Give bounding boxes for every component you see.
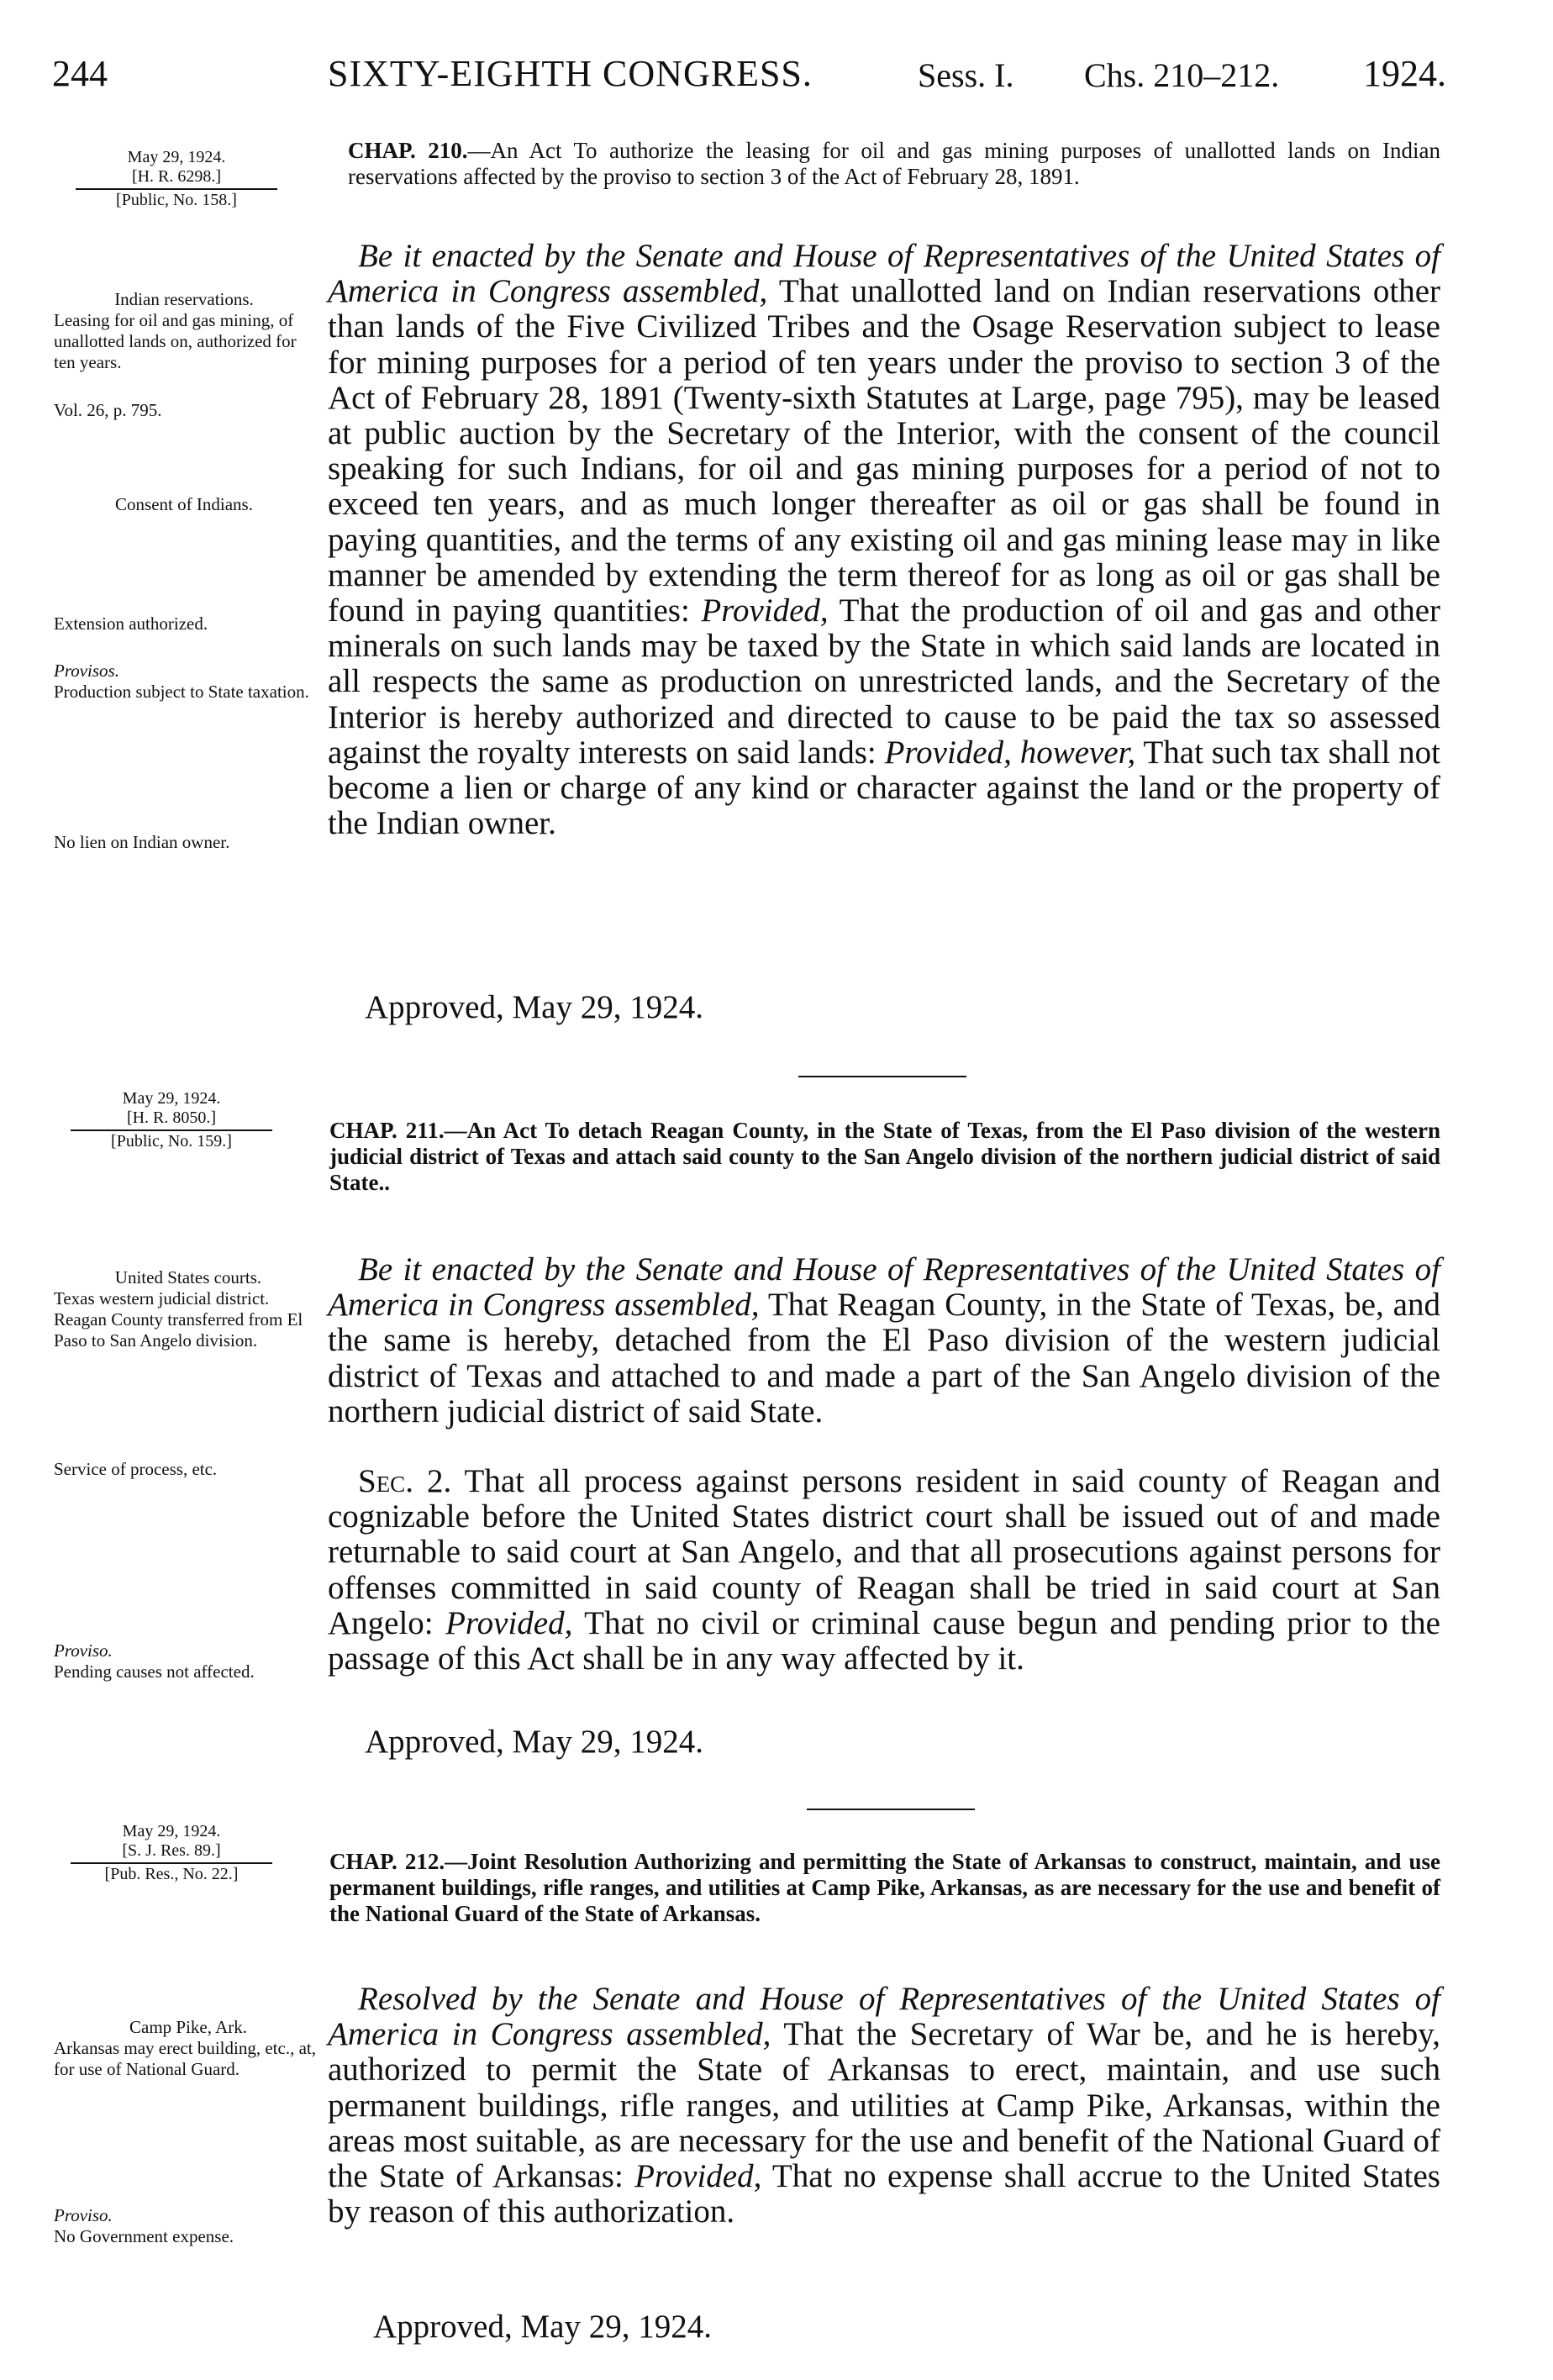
sidenote <box>54 613 314 634</box>
section-label: Sec. 2. <box>358 1463 452 1499</box>
sidenote-text: Vol. 26, p. 795. <box>54 400 162 420</box>
chapter-title: —An Act To authorize the leasing for oil and gas mining purposes of unallotted lands on Indian reservations affected by the proviso to section 3 of the Act of February 28, 1891. <box>348 138 1440 189</box>
public-law-number: [Public, No. 159.] <box>111 1132 232 1151</box>
chap-212-body <box>328 1982 1440 2230</box>
sidenote <box>54 2017 323 2080</box>
chapter-separator <box>807 1809 975 1810</box>
sidenote-text: Reagan County transferred from El Paso to San Angelo division. <box>54 1309 303 1351</box>
sidenote-text: Extension authorized. <box>54 613 208 634</box>
sidenote <box>54 2205 323 2247</box>
sidenote <box>54 1459 323 1480</box>
chapter-title: —Joint Resolution Authorizing and permitting the State of Arkansas to construct, maintain, and use permanent buildings, rifle ranges, and utilities at Camp Pike, Arkansas, as are necessary for the use and benefit of the National Guard of the State of Arkansas. <box>329 1849 1440 1926</box>
sidenote-text: Service of process, etc. <box>54 1459 218 1479</box>
body-text: That the production of oil and gas and other minerals on such lands may be taxed by the State in which said lands are located in all respects the same as production on unrestricted lands, and the Secretary of the Interior is hereby authorized and directed to cause to be paid the tax so assessed against the royalty interests on said lands: <box>328 592 1440 771</box>
enactment-date: May 29, 1924. <box>122 1089 221 1108</box>
sidenote-text: Arkansas may erect building, etc., at, for use of National Guard. <box>54 2038 316 2079</box>
body-text: That unallotted land on Indian reservations other than lands of the Five Civilized Tribes and the Osage Reservation subject to lease for mining purposes for a period of ten years under the proviso to section 3 of the Act of February 28, 1891 (Twenty-sixth Statutes at Large, page 795), may be leased at public auction by the Secretary of the Interior, with the consent of the council speaking for such Indians, for oil and gas mining purposes for a period of not to exceed ten years, and as much longer thereafter as oil or gas shall be found in paying quantities, and the terms of any existing oil and gas mining lease may in like manner be amended by extending the term thereof for as long as oil or gas shall be found in paying quantities: <box>328 273 1440 629</box>
chap-211-heading <box>329 1118 1440 1196</box>
chap-211-sec2 <box>328 1464 1440 1677</box>
enacting-clause: Be it enacted by the Senate and House of Representatives of the United States of America in Congress assembled, <box>328 1251 1440 1324</box>
public-law-number: [Pub. Res., No. 22.] <box>104 1865 239 1883</box>
sidenote-text: Consent of Indians. <box>115 494 253 514</box>
public-law-number: [Public, No. 158.] <box>116 191 237 209</box>
running-header <box>52 52 1447 103</box>
congress-title: SIXTY-EIGHTH CONGRESS. <box>328 53 813 94</box>
chapter-label: CHAP. 210. <box>348 138 468 163</box>
chapter-label: CHAP. 212. <box>329 1849 445 1874</box>
proviso: Provided, however, <box>884 734 1136 771</box>
session-label: Sess. I. <box>918 56 1014 94</box>
body-text: That Reagan County, in the State of Texas, be, and the same is hereby, detached from the El Paso division of the western judicial district of Texas and attached to and made a part of the San Angelo division of the northern judicial district of said State. <box>328 1287 1440 1430</box>
chap-212-heading <box>329 1849 1440 1927</box>
approval-line: Approved, May 29, 1924. <box>373 2309 712 2345</box>
page-number: 244 <box>52 53 108 94</box>
sidenote-text: Production subject to State taxation. <box>54 682 309 702</box>
sidenote <box>54 661 314 703</box>
margin-rule <box>71 1129 272 1131</box>
chapter-separator <box>798 1076 966 1077</box>
chapter-title: —An Act To detach Reagan County, in the State of Texas, from the El Paso division of the western judicial district of Texas and attach said county to the San Angelo division of the northern judicial district of said State.. <box>329 1118 1440 1195</box>
body-text: That such tax shall not become a lien or charge of any kind or character against the land or the property of the Indian owner. <box>328 734 1441 842</box>
chapters-label: Chs. 210–212. <box>1084 56 1280 94</box>
bill-number: [H. R. 8050.] <box>126 1108 217 1127</box>
approval-line: Approved, May 29, 1924. <box>365 1724 703 1760</box>
enactment-date: May 29, 1924. <box>127 148 226 166</box>
chap-212-margin-stack <box>71 1822 272 1884</box>
proviso: Provided, <box>445 1604 573 1641</box>
sidenote-text: Texas western judicial district. <box>54 1288 270 1308</box>
proviso: Provided, <box>701 592 829 629</box>
chapter-label: CHAP. 211. <box>329 1118 445 1143</box>
sidenote-heading: United States courts. <box>114 1267 262 1287</box>
body-text: That the Secretary of War be, and he is hereby, authorized to permit the State of Arkansas to erect, maintain, and use such permanent buildings, rifle ranges, and utilities at Camp Pike, Arkansas, within the areas most suitable, as are necessary for the use and benefit of the National Guard of the State of Arkansas: <box>328 2016 1441 2195</box>
sidenote-heading: Camp Pike, Ark. <box>129 2017 247 2037</box>
sidenote-text: No Government expense. <box>54 2226 234 2246</box>
body-text: That all process against persons resident in said county of Reagan and cognizable before the United States district court shall be issued out of and made returnable to said court at San Angelo, and that all prosecutions against persons for offenses committed in said county of Reagan shall be tried in said court at San Angelo: <box>328 1463 1441 1641</box>
enacting-clause: Resolved by the Senate and House of Representatives of the United States of America in Congress assembled, <box>328 1981 1440 2053</box>
enactment-date: May 29, 1924. <box>122 1822 221 1840</box>
sidenote-proviso-label: Provisos. <box>54 661 119 681</box>
sidenote <box>54 289 314 373</box>
header-year: 1924. <box>1363 53 1446 94</box>
sidenote <box>54 1640 323 1682</box>
proviso: Provided, <box>634 2158 762 2195</box>
chap-211-body <box>328 1252 1440 1430</box>
chap-210-margin-stack <box>76 148 277 210</box>
enacting-clause: Be it enacted by the Senate and House of Representatives of the United States of America in Congress assembled, <box>328 238 1440 310</box>
sidenote <box>54 494 314 515</box>
chap-211-margin-stack <box>71 1089 272 1151</box>
bill-number: [S. J. Res. 89.] <box>122 1841 221 1860</box>
sidenote <box>54 1267 323 1351</box>
sidenote-proviso-label: Proviso. <box>54 2205 113 2225</box>
approval-line: Approved, May 29, 1924. <box>365 989 703 1025</box>
sidenote-heading: Indian reservations. <box>114 289 254 309</box>
chap-210-body <box>328 239 1440 841</box>
sidenote-proviso-label: Proviso. <box>54 1640 113 1661</box>
sidenote <box>54 832 314 853</box>
sidenote-text: Leasing for oil and gas mining, of unallotted lands on, authorized for ten years. <box>54 310 297 372</box>
bill-number: [H. R. 6298.] <box>131 167 222 186</box>
margin-rule <box>76 188 277 190</box>
sidenote-text: Pending causes not affected. <box>54 1661 255 1682</box>
margin-rule <box>71 1862 272 1864</box>
sidenote <box>54 400 314 421</box>
body-text: That no civil or criminal cause begun and pending prior to the passage of this Act shall be in any way affected by it. <box>328 1604 1440 1677</box>
sidenote-text: No lien on Indian owner. <box>54 832 230 852</box>
body-text: That no expense shall accrue to the United States by reason of this authorization. <box>328 2158 1440 2230</box>
chap-210-heading <box>348 138 1440 190</box>
